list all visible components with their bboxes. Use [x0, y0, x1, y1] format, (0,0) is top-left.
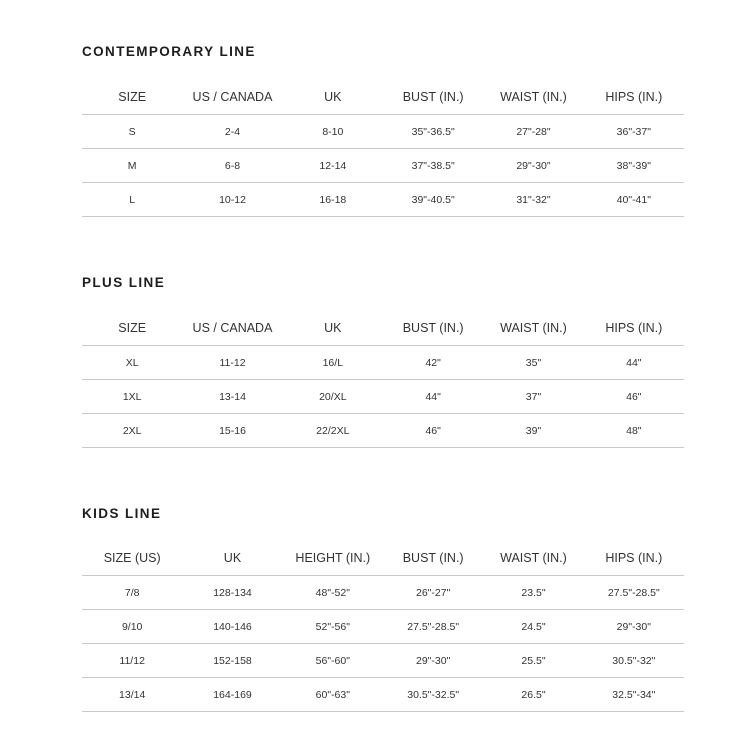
column-header: BUST (IN.)	[383, 541, 483, 576]
table-cell: 39"	[483, 414, 583, 448]
table-header-row	[82, 80, 684, 115]
table-cell: 13-14	[182, 380, 282, 414]
table-cell: 44"	[584, 346, 684, 380]
table-cell: 52"-56"	[283, 610, 383, 644]
column-header: HIPS (IN.)	[584, 311, 684, 346]
table-cell: 26.5"	[483, 678, 583, 712]
table-cell: 48"-52"	[283, 576, 383, 610]
column-header: WAIST (IN.)	[483, 80, 583, 115]
table-cell: 152-158	[182, 644, 282, 678]
table-cell: 128-134	[182, 576, 282, 610]
table-cell: 27.5"-28.5"	[584, 576, 684, 610]
column-header: BUST (IN.)	[383, 311, 483, 346]
table-cell: 38"-39"	[584, 149, 684, 183]
column-header: UK	[283, 311, 383, 346]
column-header: HIPS (IN.)	[584, 541, 684, 576]
table-cell: 44"	[383, 380, 483, 414]
table-cell: 35"	[483, 346, 583, 380]
column-header: HEIGHT (IN.)	[283, 541, 383, 576]
table-row	[82, 115, 684, 149]
column-header: US / CANADA	[182, 311, 282, 346]
table-row	[82, 346, 684, 380]
table-cell: 27.5"-28.5"	[383, 610, 483, 644]
kids-size-table	[82, 541, 684, 712]
table-cell: 16-18	[283, 183, 383, 217]
table-cell: 31"-32"	[483, 183, 583, 217]
contemporary-size-table	[82, 80, 684, 217]
table-cell: 36"-37"	[584, 115, 684, 149]
table-cell: 7/8	[82, 576, 182, 610]
table-cell: 35"-36.5"	[383, 115, 483, 149]
table-cell: 30.5"-32.5"	[383, 678, 483, 712]
table-row	[82, 576, 684, 610]
table-cell: 20/XL	[283, 380, 383, 414]
table-cell: 39"-40.5"	[383, 183, 483, 217]
table-cell: 11-12	[182, 346, 282, 380]
table-cell: 1XL	[82, 380, 182, 414]
table-cell: 13/14	[82, 678, 182, 712]
table-cell: S	[82, 115, 182, 149]
table-cell: 22/2XL	[283, 414, 383, 448]
plus-size-table	[82, 311, 684, 448]
table-row	[82, 149, 684, 183]
kids-line-title: KIDS LINE	[82, 506, 162, 521]
table-cell: 25.5"	[483, 644, 583, 678]
contemporary-line-title: CONTEMPORARY LINE	[82, 44, 256, 59]
column-header: UK	[283, 80, 383, 115]
table-cell: 32.5"-34"	[584, 678, 684, 712]
table-cell: 46"	[383, 414, 483, 448]
table-row	[82, 183, 684, 217]
table-cell: 11/12	[82, 644, 182, 678]
table-row	[82, 644, 684, 678]
table-cell: 10-12	[182, 183, 282, 217]
table-cell: 6-8	[182, 149, 282, 183]
plus-line-title: PLUS LINE	[82, 275, 166, 290]
table-cell: 2XL	[82, 414, 182, 448]
table-cell: 9/10	[82, 610, 182, 644]
table-cell: 23.5"	[483, 576, 583, 610]
table-cell: 29"-30"	[584, 610, 684, 644]
column-header: BUST (IN.)	[383, 80, 483, 115]
table-cell: 8-10	[283, 115, 383, 149]
column-header: US / CANADA	[182, 80, 282, 115]
table-cell: 140-146	[182, 610, 282, 644]
table-cell: 60"-63"	[283, 678, 383, 712]
table-cell: M	[82, 149, 182, 183]
table-cell: 27"-28"	[483, 115, 583, 149]
table-cell: 12-14	[283, 149, 383, 183]
table-cell: 2-4	[182, 115, 282, 149]
table-cell: 56"-60"	[283, 644, 383, 678]
table-cell: 26"-27"	[383, 576, 483, 610]
table-row	[82, 610, 684, 644]
table-row	[82, 678, 684, 712]
column-header: SIZE	[82, 311, 182, 346]
table-cell: 24.5"	[483, 610, 583, 644]
table-cell: 42"	[383, 346, 483, 380]
table-cell: 30.5"-32"	[584, 644, 684, 678]
table-header-row	[82, 541, 684, 576]
column-header: WAIST (IN.)	[483, 311, 583, 346]
table-cell: 16/L	[283, 346, 383, 380]
table-cell: 48"	[584, 414, 684, 448]
table-cell: 37"	[483, 380, 583, 414]
table-cell: XL	[82, 346, 182, 380]
table-cell: L	[82, 183, 182, 217]
table-cell: 29"-30"	[483, 149, 583, 183]
column-header: SIZE	[82, 80, 182, 115]
table-cell: 37"-38.5"	[383, 149, 483, 183]
table-row	[82, 414, 684, 448]
table-cell: 46"	[584, 380, 684, 414]
column-header: HIPS (IN.)	[584, 80, 684, 115]
table-cell: 40"-41"	[584, 183, 684, 217]
table-cell: 29"-30"	[383, 644, 483, 678]
table-cell: 15-16	[182, 414, 282, 448]
table-row	[82, 380, 684, 414]
table-cell: 164-169	[182, 678, 282, 712]
table-header-row	[82, 311, 684, 346]
column-header: WAIST (IN.)	[483, 541, 583, 576]
column-header: SIZE (US)	[82, 541, 182, 576]
column-header: UK	[182, 541, 282, 576]
